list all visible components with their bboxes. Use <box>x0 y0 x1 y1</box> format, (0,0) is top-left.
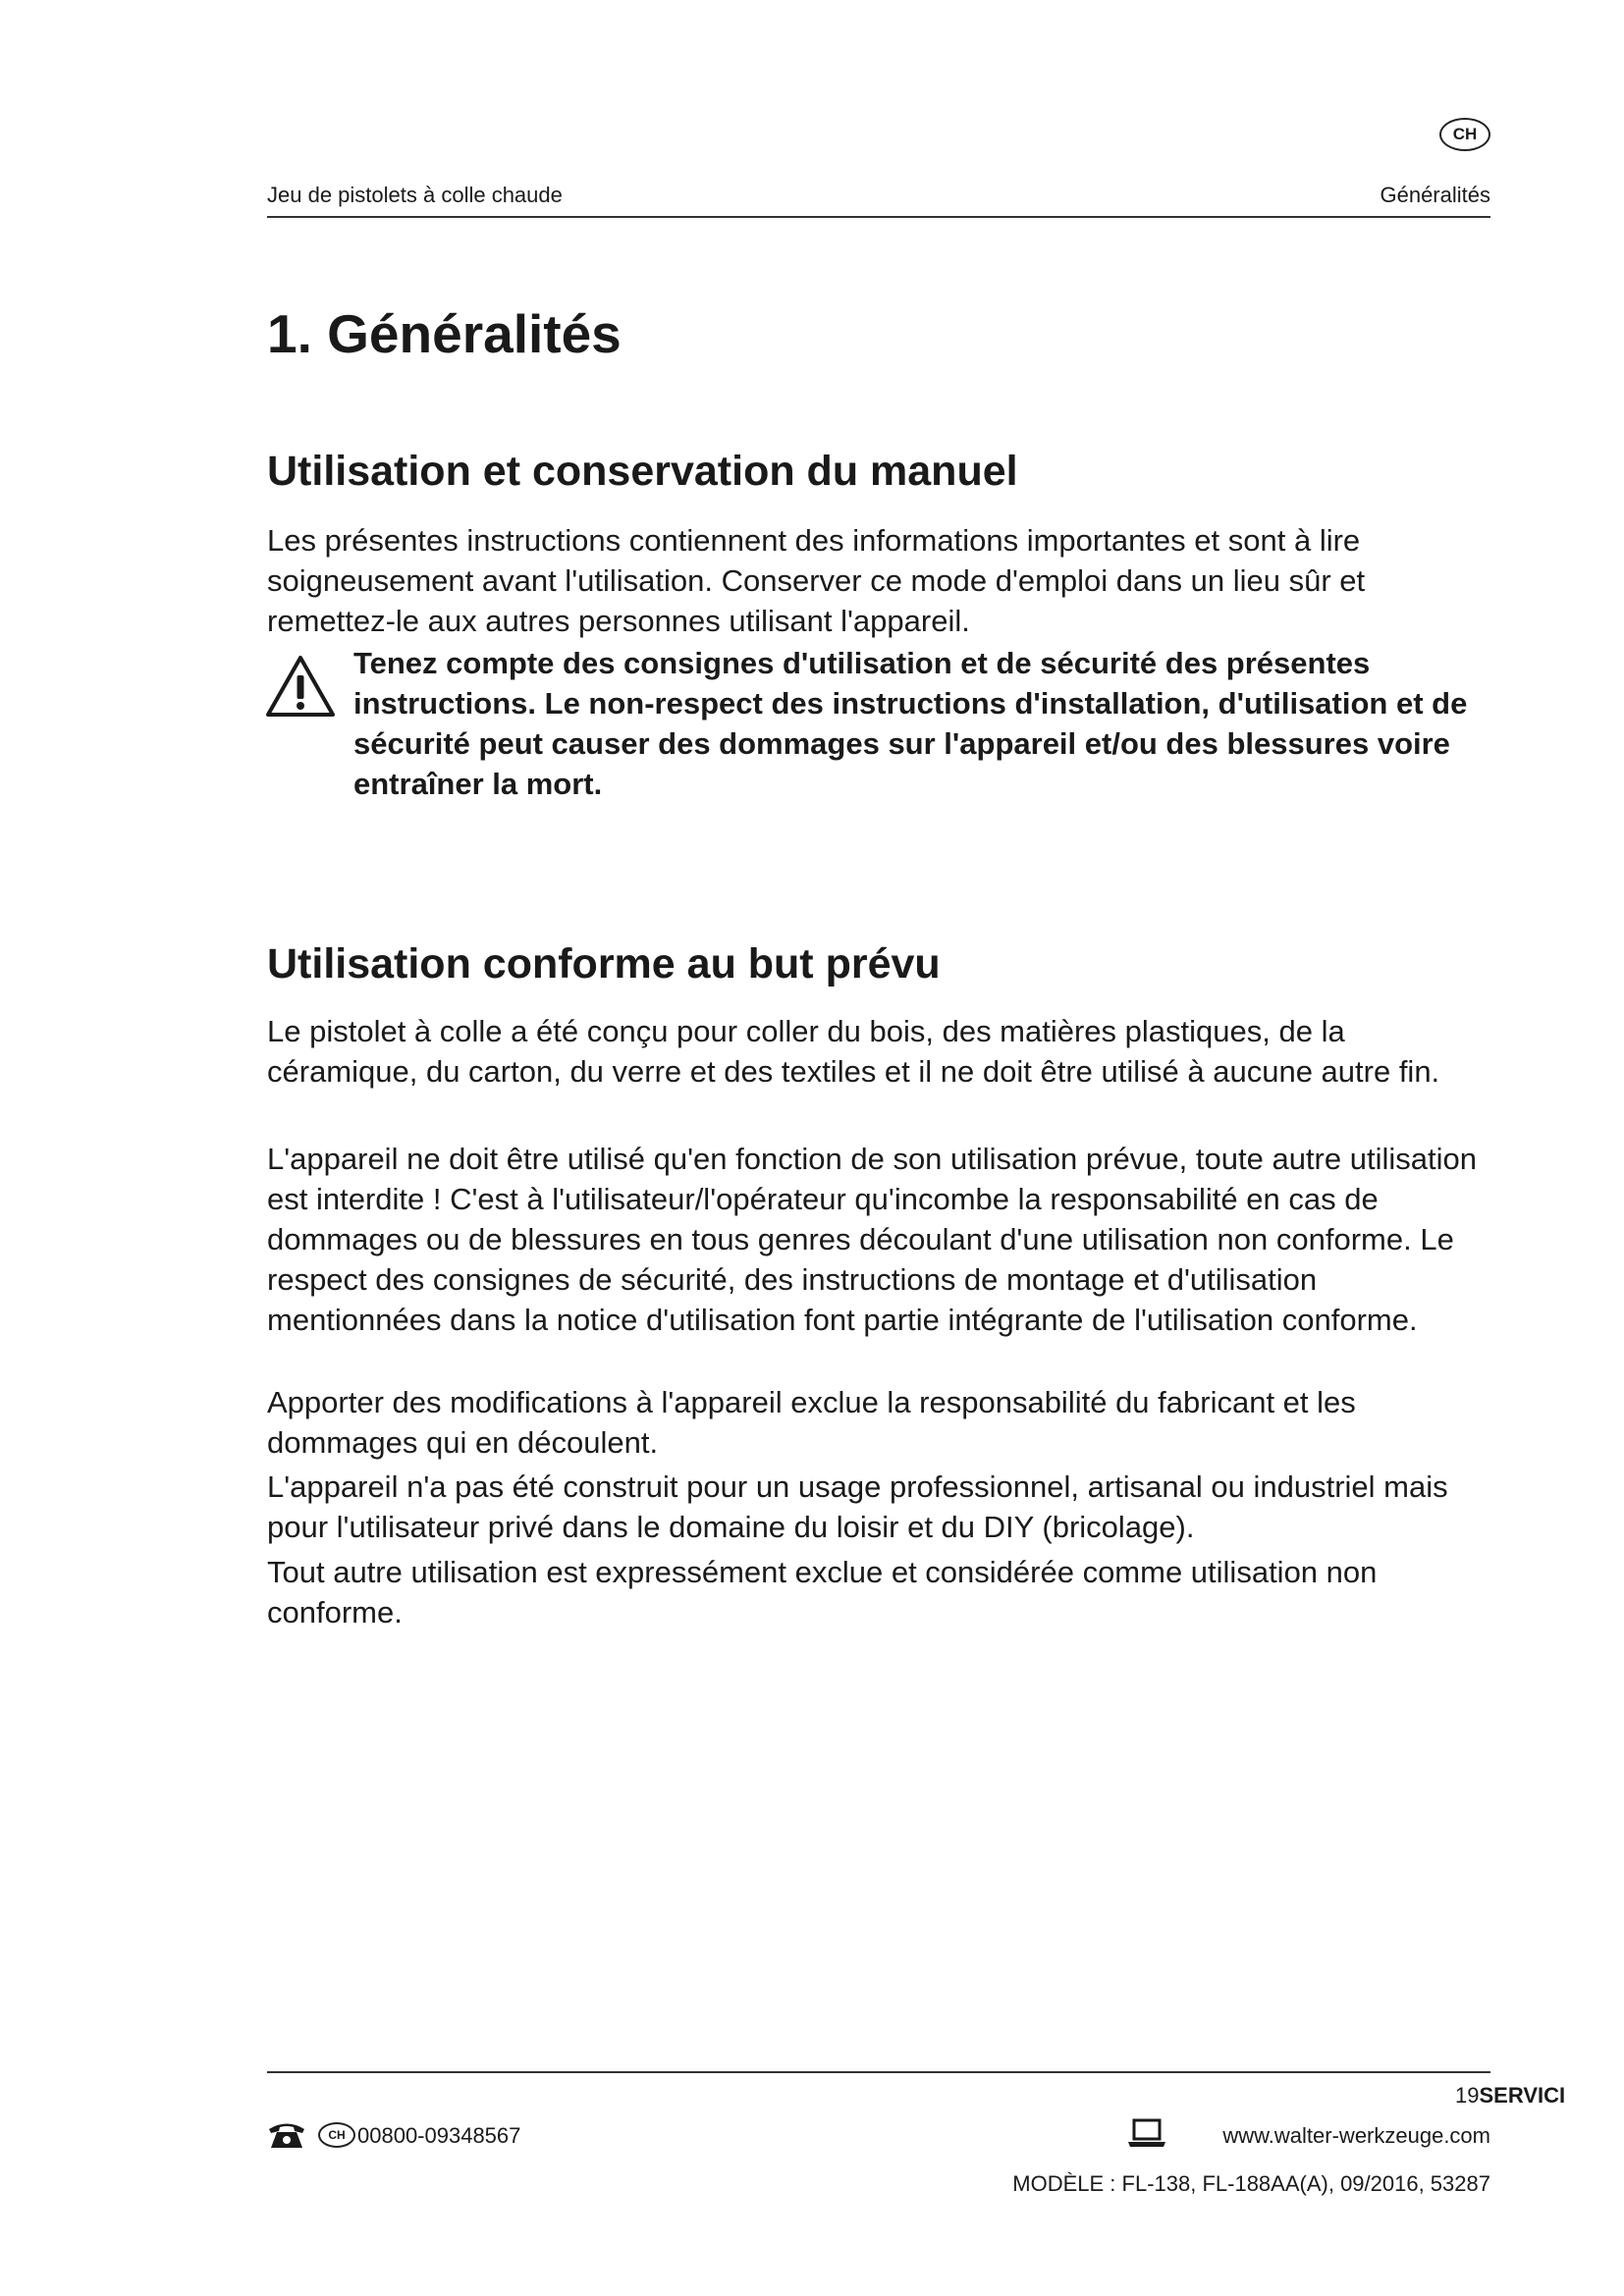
intended-use-paragraph: L'appareil ne doit être utilisé qu'en fonction de son utilisation prévue, toute autre utilisation est interdite ! C'est à l'utilisateur/l'opérateur qu'incombe la responsabilité en cas de dommages ou de blessures en tous genres découlant d'une utilisation non conforme. Le respect des consignes de sécurité, des instructions de montage et d'utilisation mentionnées dans la notice d'utilisation font partie intégrante de l'utilisation conforme. <box>267 1142 1477 1337</box>
header-product-name: Jeu de pistolets à colle chaude <box>267 183 563 207</box>
section-heading-manual: Utilisation et conservation du manuel <box>267 448 1018 495</box>
service-label: SERVICI <box>1479 2083 1566 2108</box>
intended-use-paragraph: L'appareil n'a pas été construit pour un usage professionnel, artisanal ou industriel mais pour l'utilisateur privé dans le domaine du loisir et du DIY (bricolage). <box>267 1469 1448 1544</box>
intended-use-paragraph: Le pistolet à colle a été conçu pour coller du bois, des matières plastiques, de la céramique, du carton, du verre et des textiles et il ne doit être utilisé à aucune autre fin. <box>267 1014 1440 1089</box>
warning-icon <box>265 654 336 719</box>
warning-text: Tenez compte des consignes d'utilisation et de sécurité des présentes instructions. Le non-respect des instructions d'installation, d'utilisation et de sécurité peut causer des dommages sur l'appareil et/ou des blessures voire entraîner la mort. <box>353 646 1468 801</box>
footer-divider <box>267 2071 1490 2073</box>
intended-use-paragraph: Tout autre utilisation est expressément exclue et considérée comme utilisation non conforme. <box>267 1555 1378 1629</box>
page-number <box>1455 2083 1565 2109</box>
page-title: 1. Généralités <box>267 303 622 364</box>
country-badge: CH <box>1439 118 1490 151</box>
header-section-name: Généralités <box>1380 183 1490 207</box>
model-info: MODÈLE : FL-138, FL-188AA(A), 09/2016, 53287 <box>1012 2171 1490 2196</box>
manual-paragraph: Les présentes instructions contiennent des informations importantes et sont à lire soigneusement avant l'utilisation. Conserver ce mode d'emploi dans un lieu sûr et remettez-le aux autres personnes utilisant l'appareil. <box>267 523 1366 638</box>
page-number-value: 19 <box>1455 2083 1480 2108</box>
country-badge-small: CH <box>318 2122 355 2148</box>
phone-icon <box>267 2120 306 2150</box>
service-phone: 00800-09348567 <box>357 2123 521 2148</box>
header-divider <box>267 216 1490 218</box>
intended-use-paragraph: Apporter des modifications à l'appareil exclue la responsabilité du fabricant et les dommages qui en découlent. <box>267 1385 1356 1460</box>
website-link[interactable]: www.walter-werkzeuge.com <box>1222 2123 1490 2148</box>
section-heading-intended-use: Utilisation conforme au but prévu <box>267 940 941 988</box>
laptop-icon <box>1127 2118 1166 2148</box>
